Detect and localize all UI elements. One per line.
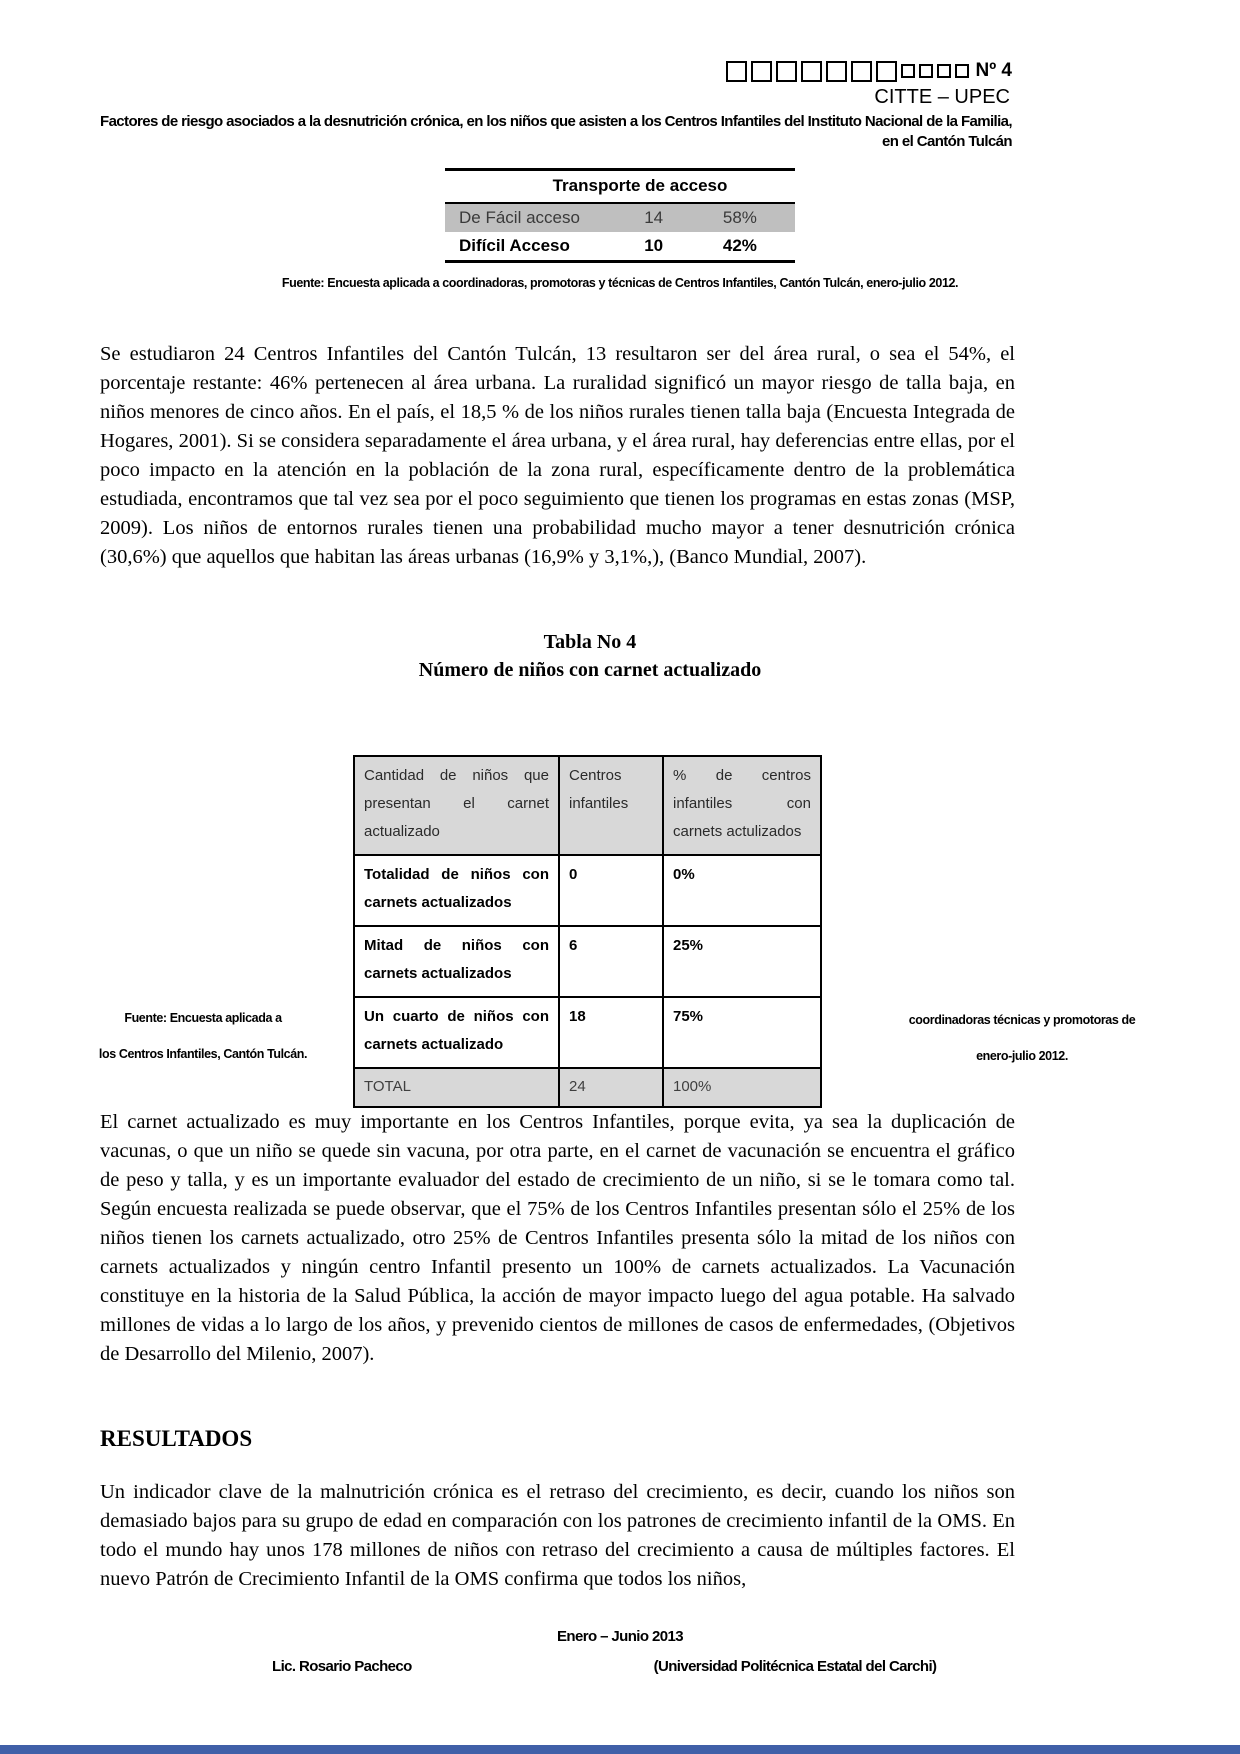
- missing-glyph-box: [726, 61, 747, 82]
- missing-glyph-box: [801, 61, 822, 82]
- tabla4-subtitle: Número de niños con carnet actualizado: [418, 659, 762, 681]
- transport-table-title: Transporte de acceso: [445, 170, 795, 204]
- missing-glyph-box: [826, 61, 847, 82]
- table-row: [354, 997, 821, 1068]
- footer-date: Enero – Junio 2013: [557, 1628, 683, 1645]
- source-right-line1: coordinadoras técnicas y promotoras de: [908, 1013, 1136, 1027]
- transport-row-count: 14: [644, 208, 664, 227]
- source-left-line2: los Centros Infantiles, Cantón Tulcán.: [98, 1047, 308, 1061]
- source-text: Encuesta aplicada a coordinadoras, promotoras y técnicas de Centros Infantiles, Cantón Tulcán, enero-julio 2012.: [324, 276, 959, 290]
- transport-row-label: Difícil Acceso: [445, 232, 623, 262]
- carnet-total-count: 24: [559, 1068, 663, 1107]
- paragraph-study: Se estudiaron 24 Centros Infantiles del Cantón Tulcán, 13 resultaron ser del área rural, o sea el 54%, el porcentaje restante: 46% pertenecen al área urbana. La ruralidad significó un mayor riesgo de talla baja, en niños menores de cinco años. En el país, el 18,5 % de los niños rurales tienen talla baja (Encuesta Integrada de Hogares, 2001). Si se considera separadamente el área urbana, y el área rural, hay deferencias entre ellas, por el poco impacto en la atención en la población de la zona rural, específicamente dentro de la problemática estudiada, encontramos que tal vez sea por el poco seguimiento que tienen los programas en estas zonas (MSP, 2009). Los niños de entornos rurales tienen una probabilidad mucho mayor a tener desnutrición crónica (30,6%) que aquellos que habitan las áreas urbanas (16,9% y 3,1%,), (Banco Mundial, 2007).: [100, 343, 1015, 568]
- missing-glyph-box: [776, 61, 797, 82]
- missing-glyph-box-small: [955, 64, 969, 78]
- missing-glyph-box-small: [901, 64, 915, 78]
- bottom-blue-bar: [0, 1745, 1240, 1754]
- doc-number: Nº 4: [975, 60, 1012, 81]
- paragraph-indicador: Un indicador clave de la malnutrición crónica es el retraso del crecimiento, es decir, cuando los niños son demasiado bajos para su grupo de edad en comparación con los patrones de crecimiento infantil de la OMS. En todo el mundo hay unos 178 millones de niños con retraso del crecimiento a causa de múltiples factores. El nuevo Patrón de Crecimiento Infantil de la OMS confirma que todos los niños,: [100, 1481, 1015, 1590]
- carnet-row-count: 0: [559, 855, 663, 926]
- carnet-header-col3: % de centros infantiles con carnets actulizados: [663, 756, 821, 855]
- carnet-header-col2: Centros infantiles: [559, 756, 663, 855]
- header-title: Factores de riesgo asociados a la desnutrición crónica, en los niños que asisten a los Centros Infantiles del Instituto Nacional de la Familia, en el Cantón Tulcán: [100, 113, 1012, 150]
- carnet-row-pct: 0%: [663, 855, 821, 926]
- transport-row-count: 10: [623, 232, 685, 262]
- carnet-row-count: 18: [559, 997, 663, 1068]
- missing-glyph-box: [851, 61, 872, 82]
- missing-glyph-box-small: [937, 64, 951, 78]
- table-row: [354, 855, 821, 926]
- carnet-row-pct: 25%: [663, 926, 821, 997]
- resultados-heading: RESULTADOS: [100, 1426, 253, 1451]
- paragraph-carnet: El carnet actualizado es muy importante en los Centros Infantiles, porque evita, ya sea la duplicación de vacunas, o que un niño se quede sin vacuna, por otra parte, en el carnet de vacunación se encuentra el gráfico de peso y talla, y es un importante evaluador del estado de crecimiento de un niño, si se le tomara como tal. Según encuesta realizada se puede observar, que el 75% de los Centros Infantiles presentan sólo el 25% de los niños tienen los carnets actualizado, otro 25% de Centros Infantiles presenta sólo la mitad de los niños con carnets actualizados y ningún centro Infantil presento un 100% de carnets actualizados. La Vacunación constituye en la historia de la Salud Pública, la acción de mayor impacto luego del agua potable. Ha salvado millones de vidas a lo largo de los años, y prevenido cientos de millones de casos de enfermedades, (Objetivos de Desarrollo del Milenio, 2007).: [100, 1111, 1015, 1365]
- tabla4-title: Tabla No 4: [543, 631, 637, 653]
- transport-row-pct: 42%: [685, 232, 795, 262]
- carnet-row-count: 6: [559, 926, 663, 997]
- carnet-table: [353, 755, 822, 1108]
- carnet-total-pct: 100%: [663, 1068, 821, 1107]
- table-row: [445, 232, 795, 262]
- table-row-total: [354, 1068, 821, 1107]
- transport-table-source: [100, 276, 1140, 290]
- carnet-total-label: TOTAL: [354, 1068, 559, 1107]
- carnet-row-label: Mitad de niños con carnets actualizados: [354, 926, 559, 997]
- carnet-row-pct: 75%: [663, 997, 821, 1068]
- source-right-line2: enero-julio 2012.: [976, 1049, 1068, 1063]
- missing-glyph-box: [876, 61, 897, 82]
- carnet-table-source-left: [98, 1000, 308, 1072]
- missing-glyph-box-small: [919, 64, 933, 78]
- transport-row-label: De Fácil acceso: [459, 208, 580, 227]
- carnet-table-source-right: [892, 1002, 1152, 1074]
- transport-table-title-row: [445, 170, 795, 204]
- transport-row-pct: 58%: [722, 208, 757, 227]
- source-label: Fuente:: [281, 276, 325, 290]
- doc-number-boxes: [726, 60, 1012, 82]
- carnet-header-col1: Cantidad de niños que presentan el carnet actualizado: [354, 756, 559, 855]
- missing-glyph-box: [751, 61, 772, 82]
- carnet-table-header-row: [354, 756, 821, 855]
- table-row: [354, 926, 821, 997]
- carnet-row-label: Un cuarto de niños con carnets actualizado: [354, 997, 559, 1068]
- org-name: CITTE – UPEC: [874, 86, 1010, 108]
- transport-table: [445, 168, 795, 263]
- tabla4-heading: [100, 628, 1080, 684]
- footer-author: Lic. Rosario Pacheco: [272, 1658, 412, 1675]
- table-row: [445, 203, 795, 232]
- footer-university: (Universidad Politécnica Estatal del Carchi): [653, 1658, 937, 1675]
- source-left-line1: Fuente: Encuesta aplicada a: [124, 1011, 282, 1025]
- carnet-row-label: Totalidad de niños con carnets actualizados: [354, 855, 559, 926]
